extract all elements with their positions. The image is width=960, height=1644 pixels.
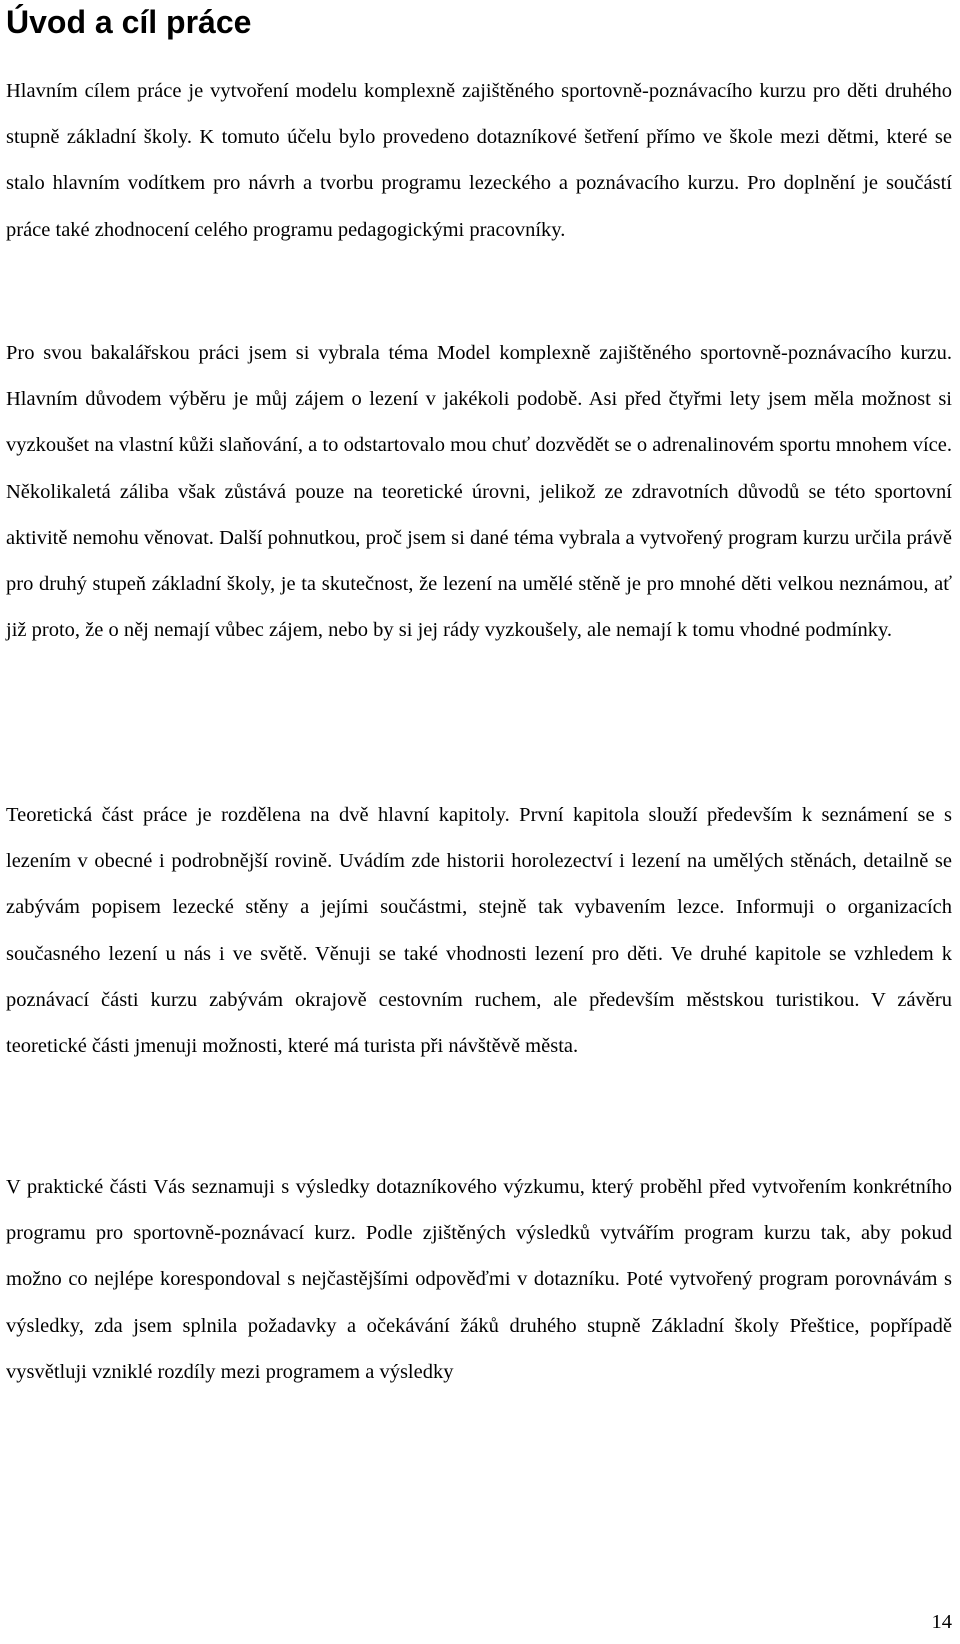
page-number: 14 [931,1611,952,1633]
paragraph-theoretical-part: Teoretická část práce je rozdělena na dvě hlavní kapitoly. První kapitola slouží především k seznámení se s lezením v obecné i podrobnější rovině. Uvádím zde historii horolezectví i lezení na umělých stěnách, detailně se zabývám popisem lezecké stěny a jejími součástmi, stejně tak vybavením lezce. Informuji o organizacích současného lezení u nás i ve světě. Věnuji se také vhodnosti lezení pro děti. Ve druhé kapitole se vzhledem k poznávací části kurzu zabývám okrajově cestovním ruchem, ale především městskou turistikou. V závěru teoretické části jmenuji možnosti, které má turista při návštěvě města. [6,804,952,1058]
paragraph-motivation: Pro svou bakalářskou práci jsem si vybrala téma Model komplexně zajištěného sportovně-poznávacího kurzu. Hlavním důvodem výběru je můj zájem o lezení v jakékoli podobě. Asi před čtyřmi lety jsem měla možnost si vyzkoušet na vlastní kůži slaňování, a to odstartovalo mou chuť dozvědět se o adrenalinovém sportu mnohem více. Několikaletá záliba však zůstává pouze na teoretické úrovni, jelikož ze zdravotních důvodů se této sportovní aktivitě nemohu věnovat. Další pohnutkou, proč jsem si dané téma vybrala a vytvořený program kurzu určila právě pro druhý stupeň základní školy, je ta skutečnost, že lezení na umělé stěně je pro mnohé děti velkou neznámou, ať již proto, že o něj nemají vůbec zájem, nebo by si jej rády vyzkoušely, ale nemají k tomu vhodné podmínky. [6,342,952,642]
paragraph-goal: Hlavním cílem práce je vytvoření modelu komplexně zajištěného sportovně-poznávacího kurzu pro děti druhého stupně základní školy. K tomuto účelu bylo provedeno dotazníkové šetření přímo ve škole mezi dětmi, které se stalo hlavním vodítkem pro návrh a tvorbu programu lezeckého a poznávacího kurzu. Pro doplnění je součástí práce také zhodnocení celého programu pedagogickými pracovníky. [6,80,952,241]
page-title: Úvod a cíl práce [6,4,252,40]
paragraph-practical-part: V praktické části Vás seznamuji s výsledky dotazníkového výzkumu, který proběhl před vytvořením konkrétního programu pro sportovně-poznávací kurz. Podle zjištěných výsledků vytvářím program kurzu tak, aby pokud možno co nejlépe korespondoval s nejčastějšími odpověďmi v dotazníku. Poté vytvořený program porovnávám s výsledky, zda jsem splnila požadavky a očekávání žáků druhého stupně Základní školy Přeštice, popřípadě vysvětluji vzniklé rozdíly mezi programem a výsledky [6,1176,952,1383]
